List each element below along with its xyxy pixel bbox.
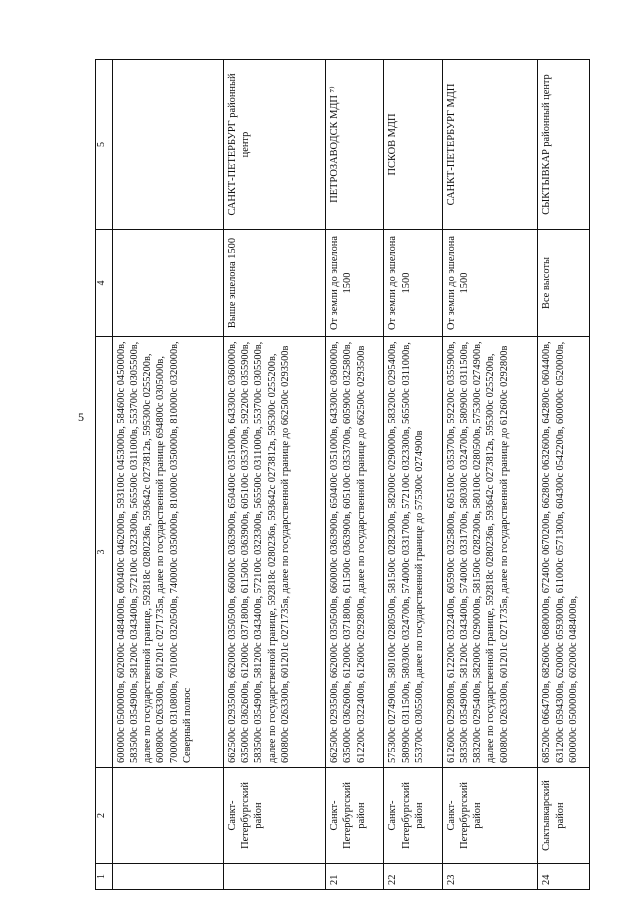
boundary-coordinates: 685200с 0664700в, 682600с 0680000в, 672400с 0670200в, 662800с 0632600в, 642800с 0604400в, 631200с 0594300в, 620000с 0593000в, 611000с 0571300в, 604300с 0542200в, 600000с 0520000в, 600000с 0500000в, 602000с 0484000в, [538, 337, 590, 768]
table-row [112, 60, 223, 890]
height-limits: Все высоты [538, 230, 590, 337]
row-number [223, 864, 325, 890]
row-number: 21 [325, 864, 383, 890]
rotated-table-frame [95, 60, 590, 890]
boundary-coordinates: 575300с 0274900в, 580100с 0280500в, 581500с 0282300в, 582000с 0290000в, 583200с 0295400в, 580900с 0311500в, 580300с 0324700в, 574000с 0331700в, 572100с 0323300в, 565500с 0311000в, 553700с 0305500в, далее по государственной границе до 575300с 0274900в [384, 337, 442, 768]
table-row [325, 60, 383, 890]
control-unit: САНКТ-ПЕТЕРБУРГ МДП [442, 60, 538, 230]
header-row [96, 60, 113, 890]
district-name: Санкт-Петербургский район [223, 768, 325, 864]
header-col-1: 1 [96, 864, 113, 890]
airspace-table [95, 59, 590, 890]
header-col-3: 3 [96, 337, 113, 768]
district-name [112, 768, 223, 864]
district-name: Санкт-Петербургский район [325, 768, 383, 864]
control-unit [112, 60, 223, 230]
district-name: Санкт-Петербургский район [442, 768, 538, 864]
height-limits: От земли до эшелона 1500 [325, 230, 383, 337]
control-unit: ПЕТРОЗАВОДСК МДП ⁷⁾ [325, 60, 383, 230]
boundary-coordinates: 600000с 0500000в, 602000с 0484000в, 600400с 0462000в, 593100с 0453000в, 584600с 0450000в, 583500с 0354900в, 581200с 0343400в, 572100с 0323300в, 565500с 0311000в, 553700с 0305500в, далее по государственной границе, 592818с 0280236в, 593642с 0273812в, 595300с 0255200в, 600800с 0263300в, 601201с 0271735в, далее по государственной границе 694800с 0305000в, 700000с 0310800в, 701000с 0320500в, 740000с 0350000в, 810000с 0350000в, 810000с 0320000в, Северный полюс [112, 337, 223, 768]
row-number: 22 [384, 864, 442, 890]
boundary-coordinates: 662500с 0293500в, 662000с 0350500в, 660000с 0363900в, 650400с 0351000в, 643300с 0360000в, 635000с 0362600в, 612000с 0371800в, 611500с 0363900в, 605100с 0353700в, 592200с 0355900в, 583500с 0354900в, 581200с 0343400в, 572100с 0323300в, 565500с 0311000в, 553700с 0305500в, далее по государственной границе, 592818с 0280236в, 593642с 0273812в, 595300с 0255200в, 600800с 0263300в, 601201с 0271735в, далее по государственной границе до 662500с 0293500в [223, 337, 325, 768]
page-number: 5 [78, 410, 84, 424]
table-row [442, 60, 538, 890]
height-limits: От земли до эшелона 1500 [442, 230, 538, 337]
boundary-coordinates: 662500с 0293500в, 662000с 0350500в, 660000с 0363900в, 650400с 0351000в, 643300с 0360000в, 635000с 0362600в, 612000с 0371800в, 611500с 0363900в, 605100с 0353700в, 605900с 0325800в, 612200с 0322400в, 612600с 0292800в, далее по государственной границе до 662500с 0293500в [325, 337, 383, 768]
height-limits: Выше эшелона 1500 [223, 230, 325, 337]
height-limits [112, 230, 223, 337]
row-number: 23 [442, 864, 538, 890]
header-col-2: 2 [96, 768, 113, 864]
height-limits: От земли до эшелона 1500 [384, 230, 442, 337]
control-unit: ПСКОВ МДП [384, 60, 442, 230]
table-row [538, 60, 590, 890]
control-unit: САНКТ-ПЕТЕРБУРГ районный центр [223, 60, 325, 230]
boundary-coordinates: 612600с 0292800в, 612200с 0322400в, 605900с 0325800в, 605100с 0353700в, 592200с 0355900в, 583500с 0354900в, 581200с 0343400в, 574000с 0331700в, 580300с 0324700в, 580900с 0311500в, 583200с 0295400в, 582000с 0290000в, 581500с 0282300в, 580100с 0280500в, 575300с 0274900в, далее по государственной границе, 592818с 0280236в, 593642с 0273812в, 595300с 0255200в, 600800с 0263300в, 601201с 0271735в, далее по государственной границе до 612600с 0292800в [442, 337, 538, 768]
district-name: Санкт-Петербургский район [384, 768, 442, 864]
table-row [223, 60, 325, 890]
control-unit: СЫКТЫВКАР районный центр [538, 60, 590, 230]
row-number [112, 864, 223, 890]
table-row [384, 60, 442, 890]
district-name: Сыктывкарский район [538, 768, 590, 864]
row-number: 24 [538, 864, 590, 890]
header-col-4: 4 [96, 230, 113, 337]
header-col-5: 5 [96, 60, 113, 230]
